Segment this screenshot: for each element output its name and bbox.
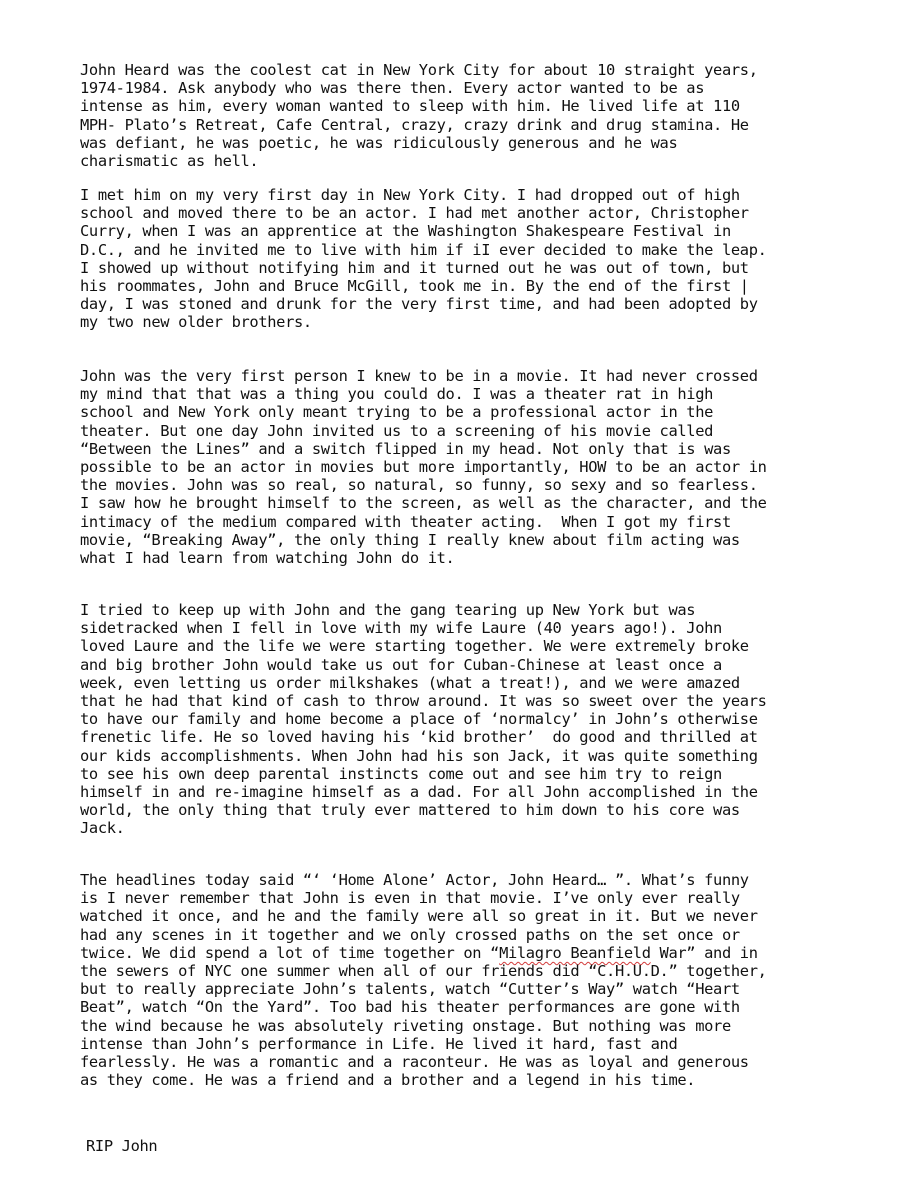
text-line: week, even letting us order milkshakes (what a treat!), and we were amazed (80, 673, 740, 692)
text-line: but to really appreciate John’s talents, watch “Cutter’s Way” watch “Heart (80, 980, 740, 999)
text-line: I showed up without notifying him and it turned out he was out of town, but (80, 258, 749, 277)
text-line: Beat”, watch “On the Yard”. Too bad his theater performances are gone with (80, 998, 740, 1017)
text-line: our kids accomplishments. When John had his son Jack, it was quite something (80, 746, 758, 765)
text-line: his roommates, John and Bruce McGill, took me in. By the end of the first | (80, 277, 749, 296)
text-line: my two new older brothers. (80, 313, 312, 332)
text-line: “Between the Lines” and a switch flipped in my head. Not only that is was (80, 439, 731, 458)
text-line: day, I was stoned and drunk for the very first time, and had been adopted by (80, 295, 758, 314)
text-line: intense as him, every woman wanted to sleep with him. He lived life at 110 (80, 97, 740, 116)
text-segment: War” and in (650, 943, 758, 962)
text-line: to have our family and home become a place of ‘normalcy’ in John’s otherwise (80, 710, 758, 729)
text-line: theater. But one day John invited us to a screening of his movie called (80, 421, 714, 440)
text-line: what I had learn from watching John do it. (80, 549, 455, 568)
text-line: loved Laure and the life we were starting together. We were extremely broke (80, 637, 749, 656)
text-line: charismatic as hell. (80, 152, 259, 171)
text-segment: twice. We did spend a lot of time together on “ (80, 943, 500, 962)
text-line: fearlessly. He was a romantic and a raconteur. He was as loyal and generous (80, 1053, 749, 1072)
text-line: possible to be an actor in movies but more importantly, HOW to be an actor in (80, 458, 767, 477)
text-line: Curry, when I was an apprentice at the Washington Shakespeare Festival in (80, 222, 731, 241)
text-line: Jack. (80, 819, 125, 838)
text-line: was defiant, he was poetic, he was ridiculously generous and he was (80, 133, 678, 152)
text-line: I met him on my very first day in New York City. I had dropped out of high (80, 186, 740, 204)
text-line: John was the very first person I knew to be in a movie. It had never crossed (80, 367, 758, 385)
text-line: MPH- Plato’s Retreat, Cafe Central, crazy, crazy drink and drug stamina. He (80, 115, 749, 134)
text-line: I saw how he brought himself to the screen, as well as the character, and the (80, 494, 767, 513)
text-line (80, 944, 840, 962)
text-line: to see his own deep parental instincts come out and see him try to reign (80, 764, 722, 783)
text-line: movie, “Breaking Away”, the only thing I really knew about film acting was (80, 530, 740, 549)
text-line: himself in and re-imagine himself as a dad. For all John accomplished in the (80, 783, 758, 802)
text-line: school and moved there to be an actor. I had met another actor, Christopher (80, 204, 749, 223)
paragraph-first-movie (80, 367, 840, 567)
text-line: and big brother John would take us out for Cuban-Chinese at least once a (80, 655, 722, 674)
paragraph-headlines (80, 871, 840, 1089)
text-line: is I never remember that John is even in that movie. I’ve only ever really (80, 889, 740, 908)
text-line: John Heard was the coolest cat in New York City for about 10 straight years, (80, 61, 758, 79)
text-line: 1974-1984. Ask anybody who was there then. Every actor wanted to be as (80, 79, 705, 98)
signoff: RIP John (86, 1137, 158, 1155)
text-line: my mind that that was a thing you could do. I was a theater rat in high (80, 385, 714, 404)
text-line: the movies. John was so real, so natural, so funny, so sexy and so fearless. (80, 476, 758, 495)
text-line: I tried to keep up with John and the gang tearing up New York but was (80, 601, 696, 619)
text-line: frenetic life. He so loved having his ‘kid brother’ do good and thrilled at (80, 728, 758, 747)
text-line: D.C., and he invited me to live with him if iI ever decided to make the leap. (80, 240, 767, 259)
paragraph-intro (80, 61, 840, 170)
text-line: had any scenes in it together and we only crossed paths on the set once or (80, 925, 740, 944)
text-line: The headlines today said “‘ ‘Home Alone’ Actor, John Heard… ”. What’s funny (80, 871, 749, 889)
text-line: watched it once, and he and the family were all so great in it. But we never (80, 907, 758, 926)
spellcheck-flagged-word: Milagro Beanfield (499, 943, 651, 962)
text-line: the wind because he was absolutely riveting onstage. But nothing was more (80, 1016, 731, 1035)
text-line: school and New York only meant trying to be a professional actor in the (80, 403, 714, 422)
text-line: the sewers of NYC one summer when all of our friends did “C.H.U.D.” together, (80, 962, 767, 981)
text-line: as they come. He was a friend and a brother and a legend in his time. (80, 1071, 696, 1090)
text-line: that he had that kind of cash to throw around. It was so sweet over the years (80, 692, 767, 711)
paragraph-family (80, 601, 840, 838)
text-line: world, the only thing that truly ever mattered to him down to his core was (80, 801, 740, 820)
text-line: intense than John’s performance in Life. He lived it hard, fast and (80, 1034, 678, 1053)
paragraph-first-day (80, 186, 840, 332)
text-line: intimacy of the medium compared with theater acting. When I got my first (80, 512, 731, 531)
text-line: sidetracked when I fell in love with my wife Laure (40 years ago!). John (80, 619, 722, 638)
